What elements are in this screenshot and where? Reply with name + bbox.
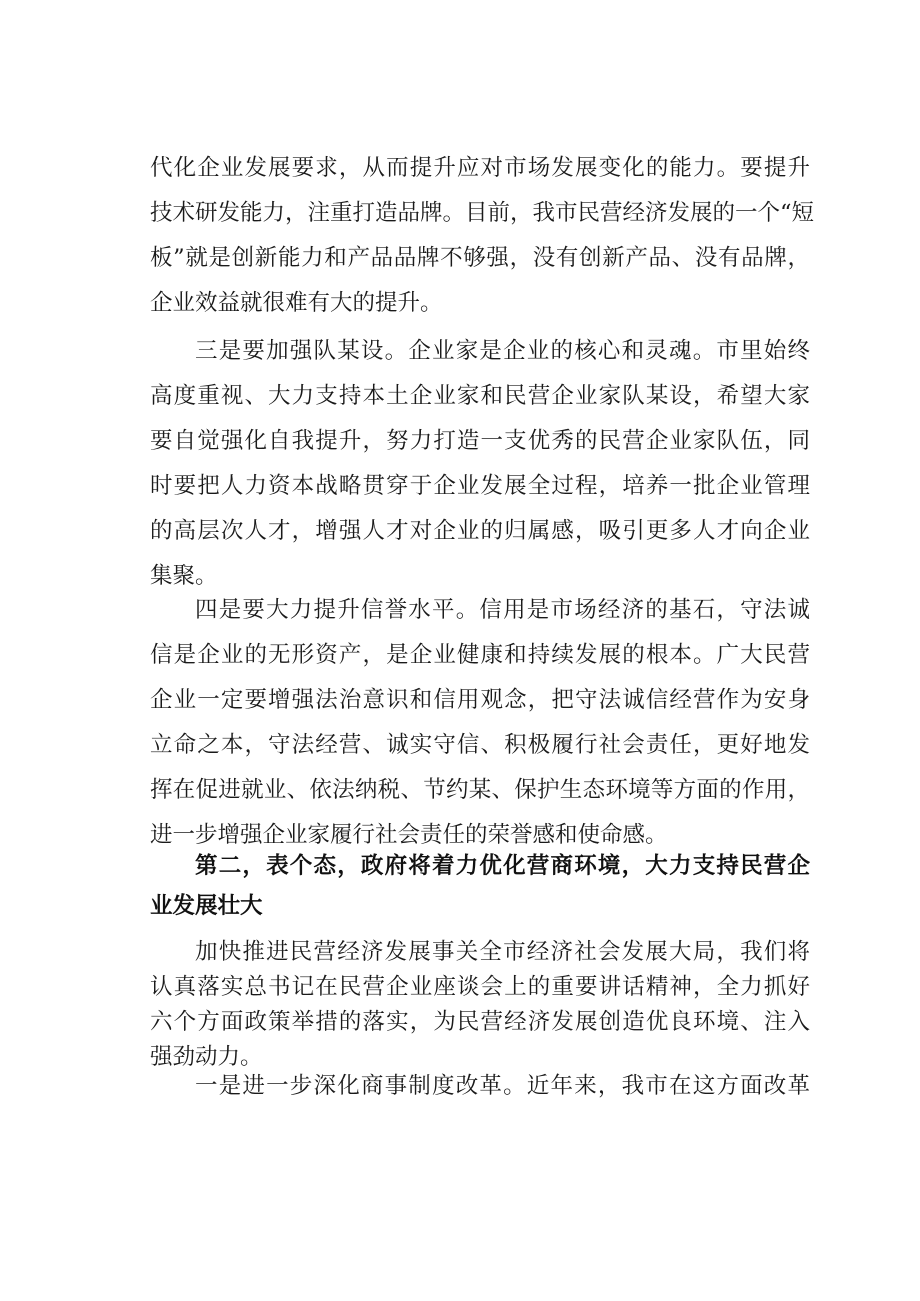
paragraph-government: [150, 935, 810, 1075]
text-line: 集聚。: [150, 563, 218, 589]
paragraph-credit: [150, 588, 810, 858]
paragraph-reform: [150, 1064, 810, 1109]
section-heading: [150, 846, 810, 926]
text-line: 挥在促进就业、依法纳税、节约某、保护生态环境等方面的作用，: [150, 777, 810, 803]
text-line: 代化企业发展要求，从而提升应对市场发展变化的能力。要提升: [150, 155, 810, 181]
text-line: 信是企业的无形资产，是企业健康和持续发展的根本。广大民营: [150, 642, 810, 668]
text-line: 要自觉强化自我提升，努力打造一支优秀的民营企业家队伍，同: [150, 428, 810, 454]
text-line: 一是进一步深化商事制度改革。近年来，我市在这方面改革: [195, 1073, 810, 1099]
text-line: 技术研发能力，注重打造品牌。目前，我市民营经济发展的一个“短: [150, 200, 815, 226]
text-line: 加快推进民营经济发展事关全市经济社会发展大局，我们将: [195, 939, 810, 965]
text-line: 板”就是创新能力和产品品牌不够强，没有创新产品、没有品牌，: [150, 245, 810, 271]
text-line: 时要把人力资本战略贯穿于企业发展全过程，培养一批企业管理: [150, 473, 810, 499]
text-line: 认真落实总书记在民营企业座谈会上的重要讲话精神，全力抓好: [150, 974, 810, 1000]
text-line: 企业一定要增强法治意识和信用观念，把守法诚信经营作为安身: [150, 687, 810, 713]
heading-line: 业发展壮大: [150, 893, 263, 919]
text-line: 四是要大力提升信誉水平。信用是市场经济的基石，守法诚: [195, 597, 810, 623]
text-line: 进一步增强企业家履行社会责任的荣誉感和使命感。: [150, 822, 668, 848]
text-line: 的高层次人才，增强人才对企业的归属感，吸引更多人才向企业: [150, 518, 810, 544]
paragraph-team-building: [150, 329, 810, 599]
heading-line: 第二，表个态，政府将着力优化营商环境，大力支持民营企: [195, 853, 810, 879]
text-line: 强劲动力。: [150, 1044, 263, 1070]
text-line: 高度重视、大力支持本土企业家和民营企业家队某设，希望大家: [150, 383, 810, 409]
text-line: 立命之本，守法经营、诚实守信、积极履行社会责任，更好地发: [150, 732, 810, 758]
text-line: 企业效益就很难有大的提升。: [150, 290, 443, 316]
paragraph-intro-continuation: [150, 146, 815, 326]
text-line: 三是要加强队某设。企业家是企业的核心和灵魂。市里始终: [195, 338, 810, 364]
text-line: 六个方面政策举措的落实，为民营经济发展创造优良环境、注入: [150, 1009, 810, 1035]
